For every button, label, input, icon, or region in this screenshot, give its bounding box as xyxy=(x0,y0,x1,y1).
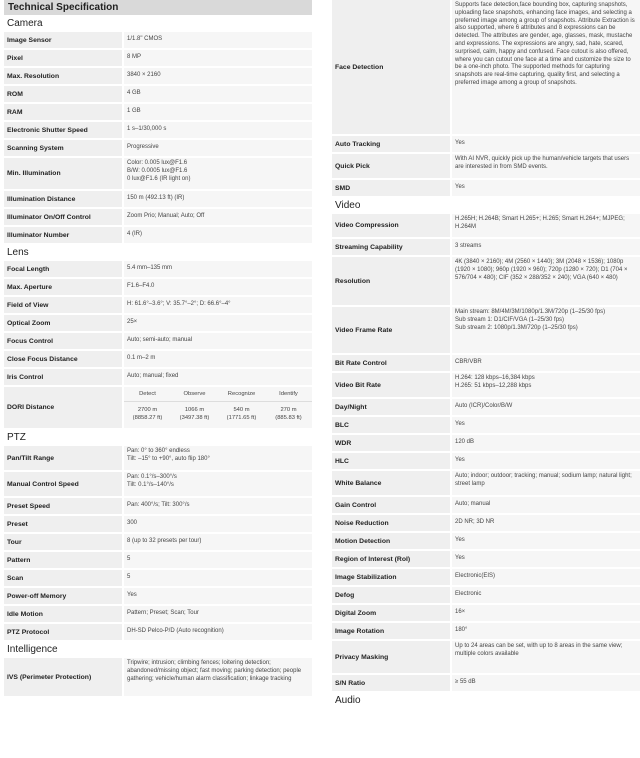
spec-label: Manual Control Speed xyxy=(4,472,122,496)
spec-value: ≥ 55 dB xyxy=(452,675,640,691)
dori-table xyxy=(124,387,312,428)
spec-value: H.264: 128 kbps–16,384 kbps H.265: 51 kbps–12,288 kbps xyxy=(452,373,640,397)
spec-label: Image Sensor xyxy=(4,32,122,48)
spec-label: Pattern xyxy=(4,552,122,568)
spec-row-field-of-view xyxy=(4,297,312,315)
spec-label: Scan xyxy=(4,570,122,586)
spec-value: Auto (ICR)/Color/B/W xyxy=(452,399,640,415)
section-title-ptz: PTZ xyxy=(4,430,312,446)
spec-label: Field of View xyxy=(4,297,122,313)
spec-value: 1 GB xyxy=(124,104,312,120)
spec-row-idle-motion xyxy=(4,606,312,624)
spec-value: With AI NVR, quickly pick up the human/vehicle targets that users are interested in from SMD events. xyxy=(452,154,640,178)
spec-label: Focal Length xyxy=(4,261,122,277)
spec-row-s-n-ratio xyxy=(332,675,640,693)
spec-label: Pixel xyxy=(4,50,122,66)
spec-value: Main stream: 8M/4M/3M/1080p/1.3M/720p (1–25/30 fps) Sub stream 1: D1/CIF/VGA (1–25/30 fps) Sub stream 2: 1080p/1.3M/720p (1–25/30 fps) xyxy=(452,307,640,353)
spec-value: 1 s–1/30,000 s xyxy=(124,122,312,138)
spec-label: Tour xyxy=(4,534,122,550)
spec-row-scanning-system xyxy=(4,140,312,158)
spec-label: Video Compression xyxy=(332,214,450,237)
dori-value: 270 m (885.83 ft) xyxy=(275,407,302,421)
spec-row-privacy-masking xyxy=(332,641,640,675)
spec-value: 3840 × 2160 xyxy=(124,68,312,84)
spec-row-video-frame-rate xyxy=(332,307,640,355)
spec-label: Video Bit Rate xyxy=(332,373,450,397)
spec-row-blc xyxy=(332,417,640,435)
spec-value: Pattern; Preset; Scan; Tour xyxy=(124,606,312,622)
spec-label: Face Detection xyxy=(332,0,450,134)
spec-row-video-compression xyxy=(332,214,640,239)
dori-value: 2700 m (8858.27 ft) xyxy=(132,407,163,421)
spec-value: Pan: 0.1°/s–300°/s Tilt: 0.1°/s–140°/s xyxy=(124,472,312,496)
spec-row-gain-control xyxy=(332,497,640,515)
spec-row-iris-control xyxy=(4,369,312,387)
spec-label: Defog xyxy=(332,587,450,603)
spec-value: 16× xyxy=(452,605,640,621)
spec-value: 0.1 m–2 m xyxy=(124,351,312,367)
spec-row-smd xyxy=(332,180,640,198)
spec-row-min-illumination xyxy=(4,158,312,191)
spec-value: 8 MP xyxy=(124,50,312,66)
spec-row-preset-speed xyxy=(4,498,312,516)
dori-value: 1066 m (3497.38 ft) xyxy=(179,407,210,421)
spec-label: Pan/Tilt Range xyxy=(4,446,122,470)
spec-label: ROM xyxy=(4,86,122,102)
spec-row-video-bit-rate xyxy=(332,373,640,399)
spec-row-quick-pick xyxy=(332,154,640,180)
spec-value: Supports face detection,face bounding box, capturing snapshots, uploading face snapshots, enhancing face images, and selecting a preferred image among a group of snapshots. Attribute Extraction is also supported, where 6 attributes and 8 expressions can be detected. The attributes are gender, age, glasses, mask, mustache and expressions. The expressions are angry, sad, hate, scared, surprised, calm, happy and confused. Face cutout is also offered, where you can cutout one face at a time and customize the size to be a one-inch photo. The supported methods for capturing snapshots are real-time capturing, quality first, and selecting a preferred image among a group of snapshots. xyxy=(452,0,640,134)
spec-row-tour xyxy=(4,534,312,552)
spec-value: Yes xyxy=(452,453,640,469)
spec-value: 4 GB xyxy=(124,86,312,102)
spec-value: 2D NR; 3D NR xyxy=(452,515,640,531)
dori-column-recognize xyxy=(218,387,265,428)
spec-row-focal-length xyxy=(4,261,312,279)
spec-label: White Balance xyxy=(332,471,450,495)
spec-value: Up to 24 areas can be set, with up to 8 areas in the same view; multiple colors available xyxy=(452,641,640,673)
spec-label: Max. Aperture xyxy=(4,279,122,295)
spec-row-day-night xyxy=(332,399,640,417)
spec-value: Electronic xyxy=(452,587,640,603)
spec-row-ivs-perimeter-protection xyxy=(4,658,312,698)
spec-label: Streaming Capability xyxy=(332,239,450,255)
spec-label: Auto Tracking xyxy=(332,136,450,152)
spec-row-auto-tracking xyxy=(332,136,640,154)
spec-row-dori-distance xyxy=(4,387,312,430)
dori-value: 540 m (1771.65 ft) xyxy=(226,407,257,421)
spec-label: Illuminator Number xyxy=(4,227,122,243)
section-title-intelligence: Intelligence xyxy=(4,642,312,658)
spec-value: 8 (up to 32 presets per tour) xyxy=(124,534,312,550)
spec-value: 120 dB xyxy=(452,435,640,451)
spec-label: DORI Distance xyxy=(4,387,122,428)
spec-value: Auto; semi-auto; manual xyxy=(124,333,312,349)
spec-value: 5.4 mm–135 mm xyxy=(124,261,312,277)
section-title-camera: Camera xyxy=(4,16,312,32)
spec-value: 150 m (492.13 ft) (IR) xyxy=(124,191,312,207)
spec-value: Color: 0.005 lux@F1.6 B/W: 0.0005 lux@F1.6 0 lux@F1.6 (IR light on) xyxy=(124,158,312,189)
spec-value: 300 xyxy=(124,516,312,532)
spec-label: Close Focus Distance xyxy=(4,351,122,367)
spec-row-pan-tilt-range xyxy=(4,446,312,472)
spec-row-pixel xyxy=(4,50,312,68)
spec-row-region-of-interest-roi xyxy=(332,551,640,569)
spec-label: Resolution xyxy=(332,257,450,305)
spec-label: Image Rotation xyxy=(332,623,450,639)
spec-value: 1/1.8" CMOS xyxy=(124,32,312,48)
spec-row-manual-control-speed xyxy=(4,472,312,498)
spec-row-resolution xyxy=(332,257,640,307)
spec-row-face-detection xyxy=(332,0,640,136)
spec-label: RAM xyxy=(4,104,122,120)
spec-row-power-off-memory xyxy=(4,588,312,606)
spec-label: IVS (Perimeter Protection) xyxy=(4,658,122,696)
spec-value: Pan: 400°/s; Tilt: 300°/s xyxy=(124,498,312,514)
spec-label: HLC xyxy=(332,453,450,469)
spec-row-close-focus-distance xyxy=(4,351,312,369)
section-title-audio: Audio xyxy=(332,693,640,709)
dori-header: Recognize xyxy=(218,387,265,402)
spec-label: SMD xyxy=(332,180,450,196)
spec-value: Tripwire; intrusion; climbing fences; loitering detection; abandoned/missing object; fast moving; parking detection; people gathering; vehicle/human alarm classification; linkage tracking xyxy=(124,658,312,696)
spec-row-defog xyxy=(332,587,640,605)
spec-label: Electronic Shutter Speed xyxy=(4,122,122,138)
spec-label: Image Stabilization xyxy=(332,569,450,585)
spec-value: Yes xyxy=(124,588,312,604)
spec-row-illumination-distance xyxy=(4,191,312,209)
spec-label: Idle Motion xyxy=(4,606,122,622)
spec-value: Auto; manual; fixed xyxy=(124,369,312,385)
spec-value: 4 (IR) xyxy=(124,227,312,243)
spec-label: Bit Rate Control xyxy=(332,355,450,371)
spec-row-ram xyxy=(4,104,312,122)
spec-label: Day/Night xyxy=(332,399,450,415)
spec-value: DH-SD Pelco-P/D (Auto recognition) xyxy=(124,624,312,640)
spec-row-illuminator-on-off-control xyxy=(4,209,312,227)
spec-value: 3 streams xyxy=(452,239,640,255)
spec-value: 5 xyxy=(124,570,312,586)
spec-label: Scanning System xyxy=(4,140,122,156)
spec-title: Technical Specification xyxy=(4,0,312,15)
spec-row-noise-reduction xyxy=(332,515,640,533)
spec-label: Illuminator On/Off Control xyxy=(4,209,122,225)
spec-label: Digital Zoom xyxy=(332,605,450,621)
spec-value: Yes xyxy=(452,551,640,567)
spec-row-preset xyxy=(4,516,312,534)
right-column xyxy=(332,0,640,709)
spec-row-image-stabilization xyxy=(332,569,640,587)
spec-label: PTZ Protocol xyxy=(4,624,122,640)
spec-value: Progressive xyxy=(124,140,312,156)
dori-column-identify xyxy=(265,387,312,428)
spec-label: WDR xyxy=(332,435,450,451)
spec-value: Yes xyxy=(452,180,640,196)
spec-label: Power-off Memory xyxy=(4,588,122,604)
section-title-video: Video xyxy=(332,198,640,214)
spec-value: Yes xyxy=(452,417,640,433)
spec-row-hlc xyxy=(332,453,640,471)
dori-header: Observe xyxy=(171,387,218,402)
spec-label: Video Frame Rate xyxy=(332,307,450,353)
spec-row-image-rotation xyxy=(332,623,640,641)
spec-label: Noise Reduction xyxy=(332,515,450,531)
spec-label: Preset Speed xyxy=(4,498,122,514)
spec-row-optical-zoom xyxy=(4,315,312,333)
spec-row-image-sensor xyxy=(4,32,312,50)
spec-label: Region of Interest (RoI) xyxy=(332,551,450,567)
dori-column-detect xyxy=(124,387,171,428)
spec-value: H.265H; H.264B; Smart H.265+; H.265; Smart H.264+; MJPEG; H.264M xyxy=(452,214,640,237)
spec-value: Auto; indoor; outdoor; tracking; manual; sodium lamp; natural light; street lamp xyxy=(452,471,640,495)
spec-label: Preset xyxy=(4,516,122,532)
spec-row-bit-rate-control xyxy=(332,355,640,373)
spec-value: 5 xyxy=(124,552,312,568)
spec-value: 180° xyxy=(452,623,640,639)
spec-row-scan xyxy=(4,570,312,588)
dori-header: Detect xyxy=(124,387,171,402)
spec-value: Auto; manual xyxy=(452,497,640,513)
spec-row-illuminator-number xyxy=(4,227,312,245)
spec-value: CBR/VBR xyxy=(452,355,640,371)
spec-label: Illumination Distance xyxy=(4,191,122,207)
spec-value: Electronic(EIS) xyxy=(452,569,640,585)
spec-row-rom xyxy=(4,86,312,104)
spec-label: S/N Ratio xyxy=(332,675,450,691)
spec-row-ptz-protocol xyxy=(4,624,312,642)
spec-row-electronic-shutter-speed xyxy=(4,122,312,140)
spec-row-focus-control xyxy=(4,333,312,351)
spec-row-white-balance xyxy=(332,471,640,497)
spec-label: Quick Pick xyxy=(332,154,450,178)
spec-label: Privacy Masking xyxy=(332,641,450,673)
spec-row-pattern xyxy=(4,552,312,570)
spec-row-motion-detection xyxy=(332,533,640,551)
spec-value: H: 61.6°–3.6°; V: 35.7°–2°; D: 66.6°–4° xyxy=(124,297,312,313)
spec-label: Min. Illumination xyxy=(4,158,122,189)
dori-header: Identify xyxy=(265,387,312,402)
spec-row-max-resolution xyxy=(4,68,312,86)
spec-row-max-aperture xyxy=(4,279,312,297)
spec-row-wdr xyxy=(332,435,640,453)
spec-value: 4K (3840 × 2160); 4M (2560 × 1440); 3M (2048 × 1536); 1080p (1920 × 1080); 960p (1920 × 960); 720p (1280 × 720); D1 (704 × 576/704 × 480); CIF (352 × 288/352 × 240); VGA (640 × 480) xyxy=(452,257,640,305)
spec-label: Iris Control xyxy=(4,369,122,385)
spec-value: Zoom Prio; Manual; Auto; Off xyxy=(124,209,312,225)
spec-value: F1.6–F4.0 xyxy=(124,279,312,295)
spec-row-streaming-capability xyxy=(332,239,640,257)
spec-label: Max. Resolution xyxy=(4,68,122,84)
spec-label: Focus Control xyxy=(4,333,122,349)
section-title-lens: Lens xyxy=(4,245,312,261)
left-column xyxy=(4,0,312,698)
spec-label: BLC xyxy=(332,417,450,433)
dori-column-observe xyxy=(171,387,218,428)
spec-label: Motion Detection xyxy=(332,533,450,549)
spec-row-digital-zoom xyxy=(332,605,640,623)
spec-value: Yes xyxy=(452,533,640,549)
spec-label: Optical Zoom xyxy=(4,315,122,331)
spec-value: Yes xyxy=(452,136,640,152)
spec-value: Pan: 0° to 360° endless Tilt: –15° to +90°, auto flip 180° xyxy=(124,446,312,470)
spec-value: 25× xyxy=(124,315,312,331)
spec-label: Gain Control xyxy=(332,497,450,513)
